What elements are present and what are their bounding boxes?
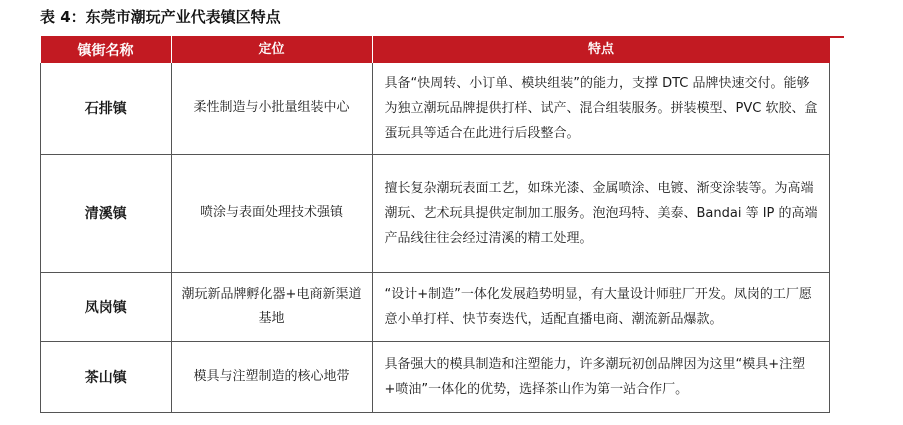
table-row [41,63,830,154]
town-feature: “设计+制造”一体化发展趋势明显，有大量设计师驻厂开发。凤岗的工厂愿意小单打样、快节奏迭代，适配直播电商、潮流新品爆款。 [372,272,830,341]
town-position [171,272,372,341]
town-name: 凤岗镇 [41,272,172,341]
position-text: 模具与注塑制造的核心地带 [193,368,350,384]
town-position [171,154,372,272]
position-text: 柔性制造与小批量组装中心 [193,100,350,116]
town-name: 石排镇 [41,63,172,154]
town-name: 清溪镇 [41,154,172,272]
town-features-table [40,36,832,418]
table-header-row [41,36,830,63]
header-town: 镇街名称 [41,36,172,63]
town-name: 茶山镇 [41,341,172,412]
header-feature: 特点 [372,36,830,63]
town-feature: 具备“快周转、小订单、模块组装”的能力，支撑 DTC 品牌快速交付。能够为独立潮玩品牌提供打样、试产、混合组装服务。拼装模型、PVC 软胶、盒蛋玩具等适合在此进行后段整合。 [372,63,830,154]
position-text: 喷涂与表面处理技术强镇 [199,205,343,220]
table-row [41,154,830,272]
town-feature: 具备强大的模具制造和注塑能力，许多潮玩初创品牌因为这里“模具+注塑+喷油”一体化的优势，选择茶山作为第一站合作厂。 [372,341,830,412]
position-text: 潮玩新品牌孵化器+电商新渠道基地 [181,286,362,326]
town-position [171,341,372,412]
header-position: 定位 [171,36,372,63]
table-caption: 表 4：东莞市潮玩产业代表镇区特点 [40,8,281,26]
table-row [41,272,830,341]
town-feature: 擅长复杂潮玩表面工艺，如珠光漆、金属喷涂、电镀、渐变涂装等。为高端潮玩、艺术玩具提供定制加工服务。泡泡玛特、美泰、Bandai 等 IP 的高端产品线往往会经过清溪的精工处理。 [372,154,830,272]
table-row [41,341,830,412]
town-position [171,63,372,154]
